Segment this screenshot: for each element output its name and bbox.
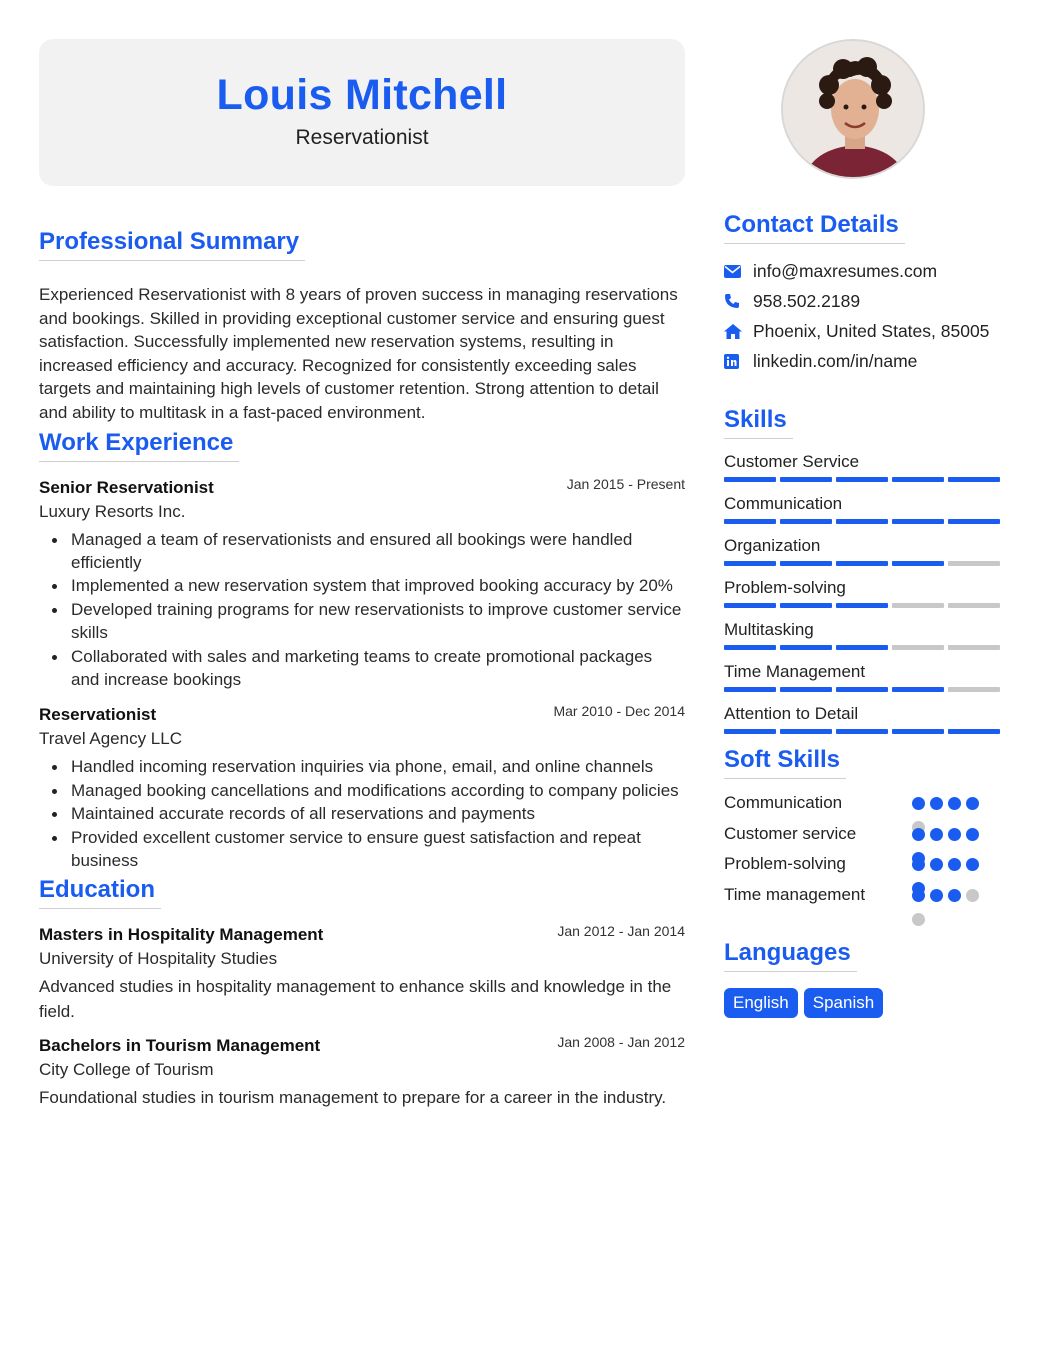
education-desc: Advanced studies in hospitality management to enhance skills and knowledge in the field.	[39, 977, 672, 1021]
education-desc: Foundational studies in tourism management to prepare for a career in the industry.	[39, 1088, 667, 1108]
skill-level-segment	[948, 519, 1000, 524]
skill-label: Time Management	[724, 662, 866, 681]
degree-title: Bachelors in Tourism Management	[39, 1036, 321, 1056]
soft-skill-dot	[912, 913, 925, 926]
degree-title: Masters in Hospitality Management	[39, 925, 324, 945]
skill-level-segment	[724, 603, 776, 608]
job-bullets	[39, 528, 685, 692]
soft-skill-dots	[912, 889, 979, 902]
job-title: Senior Reservationist	[39, 477, 214, 497]
job-company: Travel Agency LLC	[39, 729, 182, 749]
skill-item	[724, 452, 1004, 482]
skill-level-bar	[724, 645, 1004, 650]
skill-level-segment	[892, 687, 944, 692]
skill-level-segment	[892, 519, 944, 524]
soft-skills-title: Soft Skills	[724, 746, 846, 779]
soft-skill-dot	[912, 889, 925, 902]
skill-level-bar	[724, 603, 1004, 608]
skill-level-segment	[780, 477, 832, 482]
skill-label: Multitasking	[724, 620, 814, 639]
soft-skills-section	[724, 746, 1004, 915]
resume-header	[39, 39, 685, 186]
contact-address-text: Phoenix, United States, 85005	[753, 320, 990, 341]
skill-level-bar	[724, 561, 1004, 566]
education-date: Jan 2012 - Jan 2014	[557, 923, 685, 940]
soft-skill-dot	[966, 828, 979, 841]
skill-level-segment	[948, 603, 1000, 608]
skill-label: Attention to Detail	[724, 704, 859, 723]
avatar-photo	[783, 41, 925, 179]
soft-skill-dot	[948, 889, 961, 902]
education-date: Jan 2008 - Jan 2012	[557, 1034, 685, 1051]
education-entry	[39, 925, 685, 1024]
skill-level-segment	[948, 477, 1000, 482]
skill-level-segment	[780, 519, 832, 524]
soft-skill-dot	[912, 828, 925, 841]
phone-icon	[724, 293, 753, 309]
skill-level-bar	[724, 687, 1004, 692]
skill-item	[724, 578, 1004, 608]
soft-skill-label: Time management	[724, 884, 866, 904]
list-item: Maintained accurate records of all reservations and payments	[39, 802, 685, 825]
languages-title: Languages	[724, 939, 857, 972]
skill-item	[724, 662, 1004, 692]
experience-title: Work Experience	[39, 429, 239, 462]
summary-section	[39, 228, 685, 425]
summary-title: Professional Summary	[39, 228, 305, 261]
contact-section	[724, 211, 1004, 376]
skill-level-bar	[724, 477, 1004, 482]
language-tags	[724, 988, 1004, 1018]
list-item: Managed booking cancellations and modifications according to company policies	[39, 779, 685, 802]
skill-label: Organization	[724, 536, 821, 555]
list-item: Collaborated with sales and marketing teams to create promotional packages and increase bookings	[39, 645, 685, 692]
list-item: Managed a team of reservationists and ensured all bookings were handled efficiently	[39, 528, 685, 575]
soft-skill-dot	[966, 858, 979, 871]
contact-email[interactable]	[724, 256, 1004, 286]
envelope-icon	[724, 265, 753, 278]
job-company: Luxury Resorts Inc.	[39, 501, 186, 521]
skill-item	[724, 620, 1004, 650]
job-date: Mar 2010 - Dec 2014	[553, 703, 685, 720]
soft-skill-dot	[930, 797, 943, 810]
skill-item	[724, 704, 1004, 734]
candidate-role: Reservationist	[295, 126, 429, 149]
soft-skill-label: Problem-solving	[724, 854, 846, 873]
soft-skill-dots	[912, 828, 979, 841]
skill-level-segment	[836, 687, 888, 692]
skill-item	[724, 494, 1004, 524]
skill-item	[724, 536, 1004, 566]
skill-level-segment	[724, 645, 776, 650]
skill-level-segment	[892, 603, 944, 608]
experience-section	[39, 429, 685, 873]
school-name: City College of Tourism	[39, 1060, 214, 1080]
sidebar-column	[724, 39, 1004, 1018]
soft-skills-list	[724, 793, 1004, 915]
languages-section	[724, 939, 1004, 1018]
education-section	[39, 876, 685, 1111]
education-title: Education	[39, 876, 161, 909]
skill-level-segment	[724, 561, 776, 566]
job-title: Reservationist	[39, 705, 157, 725]
skills-list	[724, 452, 1004, 734]
skill-level-segment	[948, 687, 1000, 692]
skills-section	[724, 406, 1004, 734]
job-entry	[39, 705, 685, 872]
skill-level-segment	[780, 687, 832, 692]
soft-skill-dot	[966, 797, 979, 810]
school-name: University of Hospitality Studies	[39, 949, 278, 969]
skill-label: Problem-solving	[724, 578, 846, 597]
contact-linkedin[interactable]	[724, 346, 1004, 376]
skill-level-segment	[724, 477, 776, 482]
skill-level-segment	[724, 687, 776, 692]
language-tag: English	[724, 988, 798, 1018]
soft-skill-item	[724, 824, 1004, 855]
skill-level-segment	[836, 477, 888, 482]
soft-skill-dot	[930, 858, 943, 871]
list-item: Provided excellent customer service to ensure guest satisfaction and repeat business	[39, 826, 685, 873]
soft-skill-dot	[966, 889, 979, 902]
list-item: Developed training programs for new reservationists to improve customer service skills	[39, 598, 685, 645]
skill-level-segment	[836, 729, 888, 734]
job-date: Jan 2015 - Present	[566, 475, 685, 492]
skill-level-segment	[892, 645, 944, 650]
skill-level-segment	[724, 729, 776, 734]
contact-linkedin-text: linkedin.com/in/name	[753, 350, 918, 371]
soft-skill-label: Customer service	[724, 823, 857, 843]
soft-skill-dot	[930, 889, 943, 902]
skill-level-segment	[780, 645, 832, 650]
soft-skill-dot	[948, 828, 961, 841]
contact-phone-text: 958.502.2189	[753, 290, 861, 311]
skill-level-segment	[836, 603, 888, 608]
home-icon	[724, 324, 753, 339]
skill-level-bar	[724, 729, 1004, 734]
soft-skill-dots	[912, 858, 979, 871]
avatar	[781, 39, 925, 179]
soft-skill-dot	[930, 828, 943, 841]
contact-email-text: info@maxresumes.com	[753, 260, 938, 281]
candidate-name: Louis Mitchell	[216, 71, 508, 119]
soft-skill-item	[724, 793, 1004, 824]
skill-level-segment	[948, 561, 1000, 566]
job-entry	[39, 475, 685, 692]
soft-skill-dot	[948, 858, 961, 871]
skill-level-segment	[836, 645, 888, 650]
list-item: Implemented a new reservation system that improved booking accuracy by 20%	[39, 574, 685, 597]
contact-address	[724, 316, 1004, 346]
language-tag: Spanish	[804, 988, 883, 1018]
skill-level-segment	[724, 519, 776, 524]
skill-level-segment	[836, 519, 888, 524]
skill-level-segment	[948, 645, 1000, 650]
job-bullets	[39, 755, 685, 872]
soft-skill-item	[724, 885, 1004, 916]
list-item: Handled incoming reservation inquiries via phone, email, and online channels	[39, 755, 685, 778]
soft-skill-dot	[948, 797, 961, 810]
linkedin-icon	[724, 354, 753, 369]
skill-level-segment	[836, 561, 888, 566]
skill-level-segment	[948, 729, 1000, 734]
contact-phone[interactable]	[724, 286, 1004, 316]
skill-level-segment	[780, 561, 832, 566]
contact-title: Contact Details	[724, 211, 905, 244]
skill-level-segment	[780, 603, 832, 608]
skill-level-segment	[780, 729, 832, 734]
skill-label: Customer Service	[724, 452, 860, 471]
education-entry	[39, 1036, 685, 1111]
skills-title: Skills	[724, 406, 793, 439]
soft-skill-dot	[912, 797, 925, 810]
skill-label: Communication	[724, 494, 843, 513]
skill-level-bar	[724, 519, 1004, 524]
skill-level-segment	[892, 561, 944, 566]
summary-text: Experienced Reservationist with 8 years of proven success in managing reservations and bookings. Skilled in providing exceptional customer service and ensuring guest satisfaction. Successfully implemented new reservation systems, resulting in increased efficiency and accuracy. Recognized for consistently exceeding sales targets and maintaining high levels of customer retention. Strong attention to detail and ability to multitask in a fast-paced environment.	[39, 285, 678, 422]
soft-skill-item	[724, 854, 1004, 885]
soft-skill-dots	[912, 797, 979, 810]
skill-level-segment	[892, 729, 944, 734]
soft-skill-dot	[912, 858, 925, 871]
soft-skill-label: Communication	[724, 793, 843, 812]
main-column	[39, 39, 685, 1111]
skill-level-segment	[892, 477, 944, 482]
